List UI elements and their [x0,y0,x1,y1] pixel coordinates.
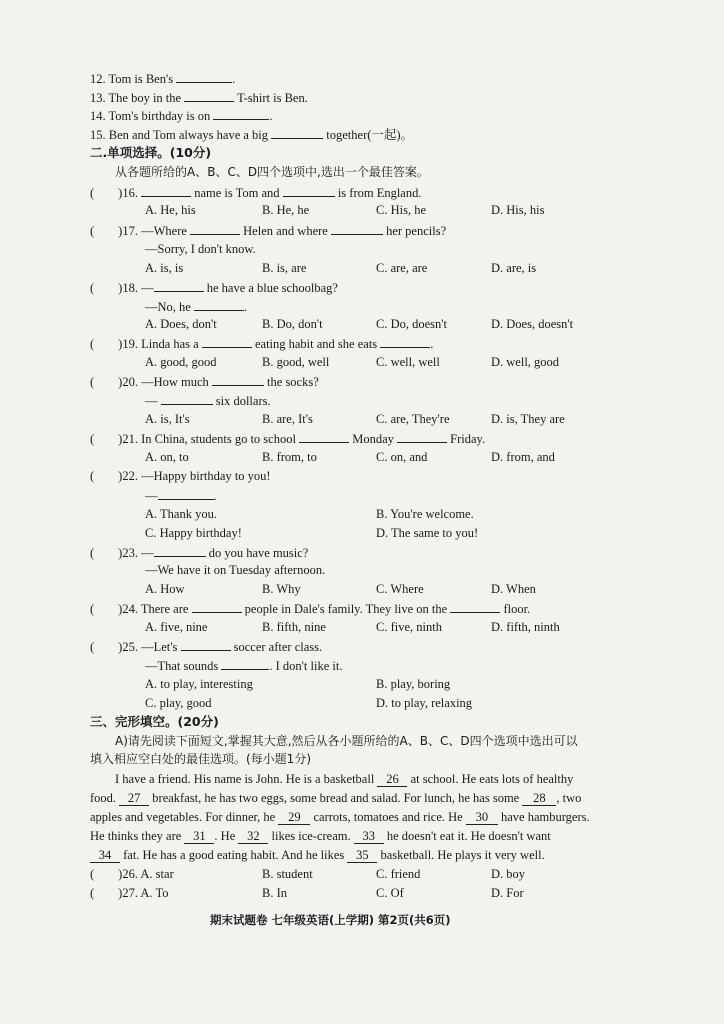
q20-option-d: D. is, They are [491,412,565,426]
q22-option-a: A. Thank you. [145,507,217,521]
blank [271,126,323,139]
blank-27: 27 [119,791,149,806]
blank [213,107,269,120]
blank-26: 26 [377,772,407,787]
blank [181,638,231,651]
q16-option-a: A. He, his [145,203,196,217]
q20-option-c: C. are, They're [376,412,450,426]
blank [190,222,240,235]
q18-option-c: C. Do, doesn't [376,317,448,331]
passage-line-5: 34 fat. He has a good eating habit. And he likes 35 basketball. He plays it very well. [90,847,545,863]
blank-35: 35 [347,848,377,863]
q24-option-a: A. five, nine [145,620,208,634]
q23-option-a: A. How [145,582,185,596]
blank-29: 29 [278,810,310,825]
q22-option-c: C. Happy birthday! [145,526,242,540]
blank [184,89,234,102]
q18-line2: —No, he . [145,300,248,314]
q26-option-d: D. boy [491,867,526,881]
q25: ( )25. —Let's soccer after class. [90,640,323,654]
q22: ( )22. —Happy birthday to you! [90,469,271,483]
blank [194,298,244,311]
q16: ( )16. name is Tom and is from England. [90,186,422,200]
q25-option-a: A. to play, interesting [145,677,253,691]
q21-option-a: A. on, to [145,450,189,464]
q24-option-c: C. five, ninth [376,620,442,634]
q17-option-c: C. are, are [376,261,428,275]
blank [450,600,500,613]
blank [158,487,214,500]
blank-34: 34 [90,848,120,863]
q24: ( )24. There are people in Dale's family. They live on the floor. [90,602,531,616]
q27-option-b: B. In [262,886,287,900]
passage-line-4: He thinks they are 31 . He 32 likes ice-cream. 33 he doesn't eat it. He doesn't want [90,829,551,843]
q17-line2: —Sorry, I don't know. [145,242,256,256]
q18-option-b: B. Do, don't [262,317,323,331]
passage-line-1: I have a friend. His name is John. He is a basketball 26 at school. He eats lots of healthy [115,772,574,786]
q20: ( )20. —How much the socks? [90,375,319,389]
section-2-instruction: 从各题所给的A、B、C、D四个选项中,选出一个最佳答案。 [115,165,429,179]
section-3-title: 三、完形填空。(20分) [90,714,219,729]
q17-option-d: D. are, is [491,261,537,275]
q23: ( )23. — do you have music? [90,546,309,560]
blank [221,657,269,670]
q26-option-b: B. student [262,867,313,881]
item-14: 14. Tom's birthday is on . [90,109,273,123]
blank [283,184,335,197]
q21-option-c: C. on, and [376,450,428,464]
blank [380,335,430,348]
q23-option-d: D. When [491,582,536,596]
section-3-instruction-line2: 填入相应空白处的最佳选项。(每小题1分) [90,752,311,766]
blank [161,392,213,405]
section-2-title: 二.单项选择。(10分) [90,145,212,160]
q17-option-b: B. is, are [262,261,307,275]
q16-option-d: D. His, his [491,203,545,217]
passage-line-2: food. 27 breakfast, he has two eggs, some bread and salad. For lunch, he has some 28 , two [90,791,582,805]
page-footer: 期末试题卷 七年级英语(上学期) 第2页(共6页) [210,913,451,927]
q22-option-b: B. You're welcome. [376,507,474,521]
q23-option-b: B. Why [262,582,301,596]
q27-option-a: A. To [140,886,169,900]
blank [141,184,191,197]
q19: ( )19. Linda has a eating habit and she eats . [90,337,434,351]
q21: ( )21. In China, students go to school Monday Friday. [90,432,486,446]
q16-option-b: B. He, he [262,203,310,217]
q18: ( )18. — he have a blue schoolbag? [90,281,338,295]
blank-28: 28 [522,791,556,806]
q19-option-a: A. good, good [145,355,217,369]
q21-option-d: D. from, and [491,450,555,464]
blank [299,430,349,443]
q25-option-d: D. to play, relaxing [376,696,473,710]
q26-option-a: A. star [140,867,174,881]
q22-option-d: D. The same to you! [376,526,479,540]
q19-option-b: B. good, well [262,355,330,369]
q23-option-c: C. Where [376,582,424,596]
q27-option-c: C. Of [376,886,404,900]
q27-option-d: D. For [491,886,524,900]
q27: ( )27. A. To [90,886,169,900]
blank [154,544,206,557]
q17: ( )17. —Where Helen and where her pencils? [90,224,447,238]
q19-option-d: D. well, good [491,355,560,369]
blank [176,70,232,83]
q22-line2: — . [145,489,217,503]
blank [154,279,204,292]
blank-33: 33 [354,829,384,844]
q17-option-a: A. is, is [145,261,184,275]
blank [192,600,242,613]
q26-option-c: C. friend [376,867,421,881]
q23-line2: —We have it on Tuesday afternoon. [145,563,326,577]
passage-line-3: apples and vegetables. For dinner, he 29 carrots, tomatoes and rice. He 30 have hamburgers. [90,810,590,824]
q16-option-c: C. His, he [376,203,426,217]
blank [212,373,264,386]
q19-option-c: C. well, well [376,355,440,369]
blank-30: 30 [466,810,498,825]
blank-31: 31 [184,829,214,844]
item-13: 13. The boy in the T-shirt is Ben. [90,91,308,105]
q18-option-d: D. Does, doesn't [491,317,574,331]
q20-option-a: A. is, It's [145,412,190,426]
item-12: 12. Tom is Ben's . [90,72,236,86]
q26: ( )26. A. star [90,867,174,881]
q21-option-b: B. from, to [262,450,317,464]
q20-option-b: B. are, It's [262,412,313,426]
q24-option-b: B. fifth, nine [262,620,326,634]
section-3-instruction-line1: A)请先阅读下面短文,掌握其大意,然后从各小题所给的A、B、C、D四个选项中选出可以 [115,734,578,748]
q25-option-b: B. play, boring [376,677,451,691]
q24-option-d: D. fifth, ninth [491,620,560,634]
q25-option-c: C. play, good [145,696,212,710]
blank [331,222,383,235]
item-15: 15. Ben and Tom always have a big together(一起)。 [90,128,414,142]
blank [202,335,252,348]
blank [397,430,447,443]
blank-32: 32 [238,829,268,844]
q25-line2: —That sounds . I don't like it. [145,659,343,673]
q18-option-a: A. Does, don't [145,317,217,331]
q20-line2: — six dollars. [145,394,271,408]
